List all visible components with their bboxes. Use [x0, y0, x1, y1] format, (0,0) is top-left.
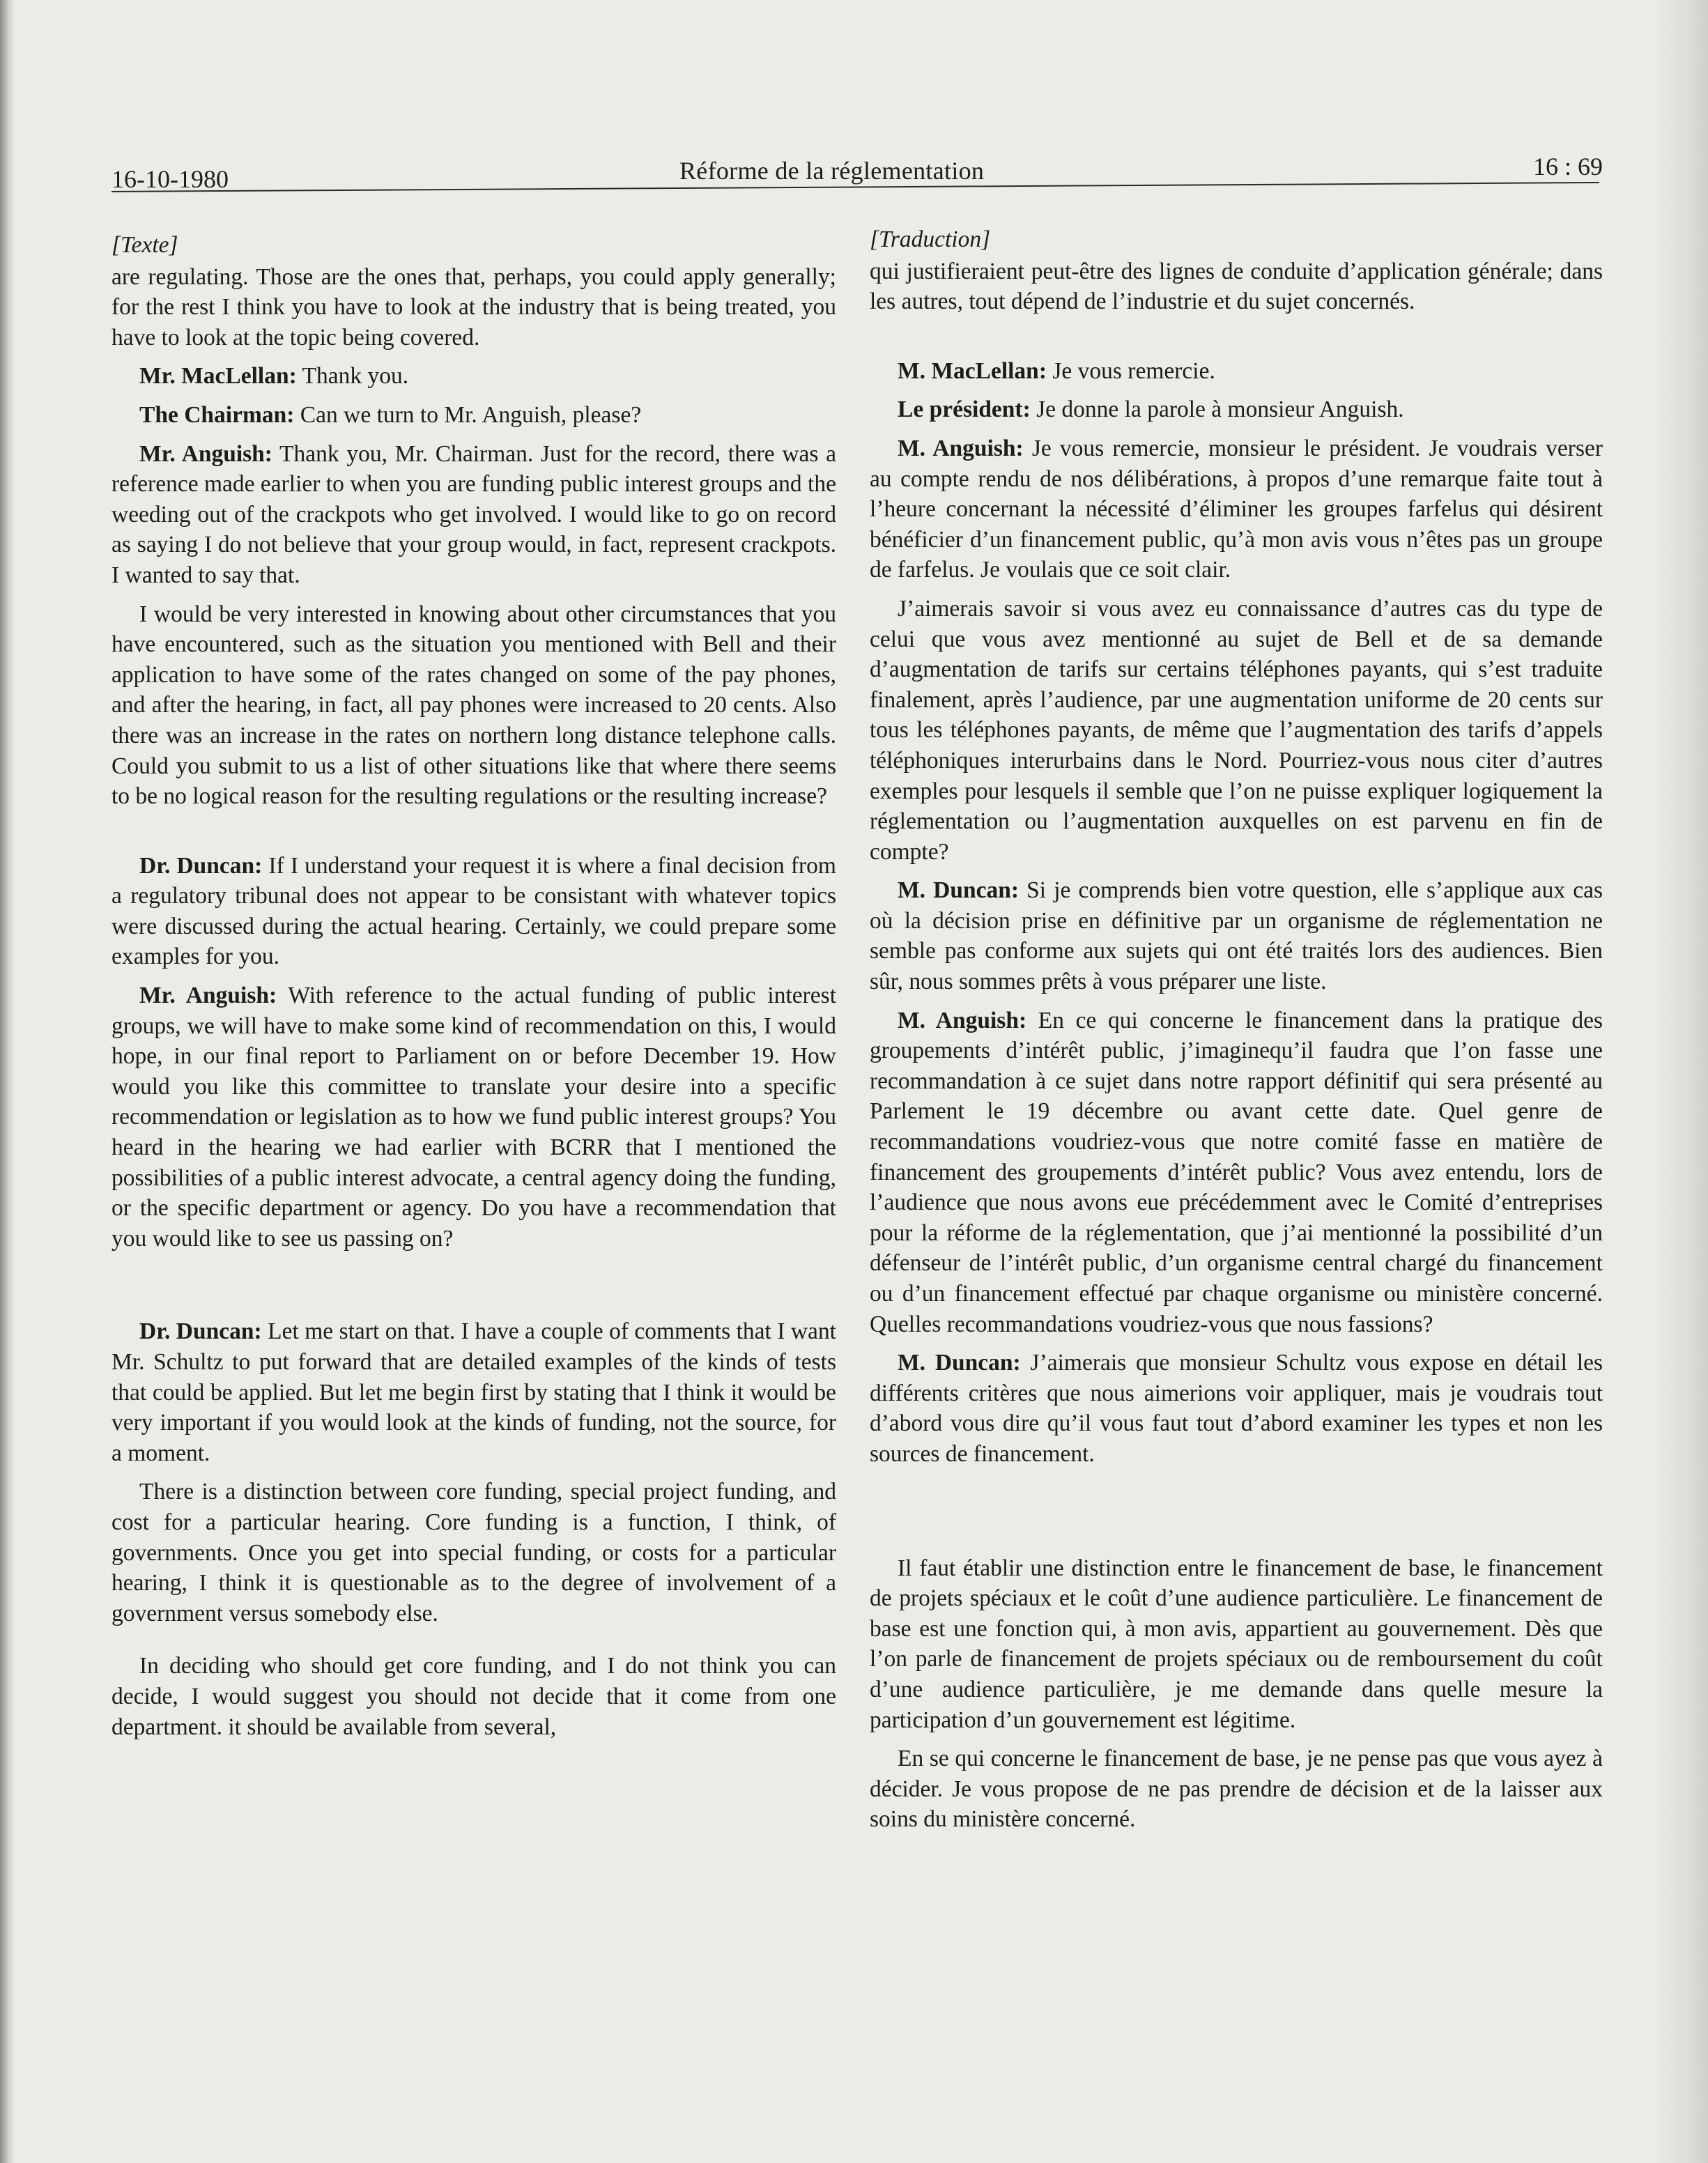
speech-paragraph	[111, 851, 836, 972]
speech-text: En ce qui concerne le financement dans la pratique des groupements d’intérêt public, j’imaginequ’il faudra que l’on fasse une recommandation à ce sujet dans notre rapport définitif qui sera présenté au Parlement le 19 décembre ou avant cette date. Quel genre de recommandations voudriez-vous que notre comité fasse en matière de financement des groupements d’intérêt public? Vous avez entendu, lors de l’audience que nous avons eue précédemment avec le Comité d’entreprises pour la réforme de la réglementation, que j’ai mentionné la possibilité d’un défenseur de l’intérêt public, d’un organisme central chargé du financement ou d’un financement effectué par chaque organisme ou ministère concerné. Quelles recommandations voudriez-vous que nous fassions?	[870, 1007, 1603, 1337]
speech-text: J’aimerais que monsieur Schultz vous expose en détail les différents critères que nous aimerions voir appliquer, mais je voudrais tout d’abord vous dire qu’il vous faut tout d’abord examiner les types et non les sources de financement.	[870, 1350, 1603, 1467]
column-tag-texte: [Texte]	[111, 232, 178, 258]
speech-text: If I understand your request it is where a final decision from a regulatory tribunal does not appear to be consistant with whatever topics were discussed during the actual hearing. Certainly, we could prepare some examples for you.	[111, 852, 836, 970]
speaker-name: M. MacLellan:	[898, 357, 1047, 384]
speech-text: Je donne la parole à monsieur Anguish.	[1030, 397, 1404, 423]
page-left-edge-shadow	[0, 0, 15, 2163]
speaker-name: M. Anguish:	[898, 435, 1024, 461]
speech-text: Can we turn to Mr. Anguish, please?	[294, 401, 642, 428]
speaker-name: Mr. MacLellan:	[139, 363, 297, 390]
speech-paragraph	[111, 439, 836, 591]
paragraph: J’aimerais savoir si vous avez eu connaissance d’autres cas du type de celui que vous avez mentionné au sujet de Bell et de sa demande d’augmentation de tarifs sur certains téléphones payants, qui s’est traduite finalement, après l’audience, par une augmentation uniforme de 20 cents sur tous les téléphones payants, de même que l’augmentation des tarifs d’appels téléphoniques interurbains dans le Nord. Pourriez-vous nous citer d’autres exemples pour lesquels il semble que l’on ne puisse expliquer logiquement la réglementation ou l’augmentation auxquelles on est parvenu en fin de compte?	[870, 595, 1603, 865]
speaker-name: Mr. Anguish:	[139, 983, 277, 1009]
paragraph: In deciding who should get core funding, and I do not think you can decide, I would suggest you should not decide that it come from one department. it should be available from several,	[111, 1653, 836, 1740]
speaker-name: Dr. Duncan:	[139, 1318, 262, 1345]
speech-paragraph	[870, 1348, 1603, 1469]
speaker-name: Le président:	[898, 397, 1031, 423]
speaker-name: M. Duncan:	[898, 877, 1019, 904]
speech-text: With reference to the actual funding of public interest groups, we will have to make some kind of recommendation on this, I would hope, in our final report to Parliament on or before December 19. How would you like this committee to translate your desire into a specific recommendation or legislation as to how we fund public interest groups? You heard in the hearing we had earlier with BCRR that I mentioned the possibilities of a public interest advocate, a central agency doing the funding, or the specific department or agency. Do you have a recommendation that you would like to see us passing on?	[111, 983, 836, 1252]
speech-paragraph	[870, 1006, 1603, 1340]
speech-text: Je vous remercie.	[1046, 357, 1215, 384]
speech-paragraph	[870, 433, 1603, 585]
speech-text: Thank you, Mr. Chairman. Just for the record, there was a reference made earlier to when you are funding public interest groups and the weeding out of the crackpots who get involved. I would like to go on record as saying I do not believe that your group would, in fact, represent crackpots. I wanted to say that.	[111, 440, 836, 588]
paragraph: En se qui concerne le financement de base, je ne pense pas que vous ayez à décider. Je vous propose de ne pas prendre de décision et de la laisser aux soins du ministère concerné.	[870, 1746, 1603, 1833]
paragraph: Il faut établir une distinction entre le financement de base, le financement de projets spéciaux et le coût d’une audience particulière. Le financement de base est une fonction qui, à mon avis, appartient au gouvernement. Dès que l’on parle de financement de projets spéciaux ou de remboursement du coût d’une audience particulière, je me demande dans quelle mesure la participation d’un gouvernement est légitime.	[870, 1555, 1603, 1733]
english-column	[111, 230, 836, 1742]
speech-paragraph	[111, 400, 836, 431]
speech-paragraph	[111, 1316, 836, 1468]
speech-paragraph	[870, 875, 1603, 996]
speech-text: Thank you.	[296, 363, 409, 390]
french-column	[870, 224, 1603, 1835]
paragraph: qui justifieraient peut-être des lignes de conduite d’application générale; dans les autres, tout dépend de l’industrie et du sujet concernés.	[870, 258, 1603, 315]
paragraph: I would be very interested in knowing about other circumstances that you have encountered, such as the situation you mentioned with Bell and their application to have some of the rates changed on some of the pay phones, and after the hearing, in fact, all pay phones were increased to 20 cents. Also there was an increase in the rates on northern long distance telephone calls. Could you submit to us a list of other situations like that where there seems to be no logical reason for the resulting regulations or the resulting increase?	[111, 601, 836, 810]
speech-paragraph	[870, 394, 1603, 425]
speaker-name: M. Duncan:	[898, 1350, 1021, 1376]
speech-text: Let me start on that. I have a couple of comments that I want Mr. Schultz to put forward that are detailed examples of the kinds of tests that could be applied. But let me begin first by stating that I think it would be very important if you would look at the kinds of funding, not the source, for a moment.	[111, 1318, 836, 1466]
header-title: Réforme de la réglementation	[679, 157, 985, 185]
speech-paragraph	[870, 356, 1603, 387]
speaker-name: M. Anguish:	[898, 1007, 1027, 1033]
paragraph: are regulating. Those are the ones that, perhaps, you could apply generally; for the rest I think you have to look at the industry that is being treated, you have to look at the topic being covered.	[111, 263, 836, 351]
page-right-edge-shadow	[1652, 0, 1708, 2163]
header-date: 16-10-1980	[111, 165, 229, 193]
paragraph: There is a distinction between core funding, special project funding, and cost for a particular hearing. Core funding is a function, I think, of governments. Once you get into special funding, or costs for a particular hearing, I think it is questionable as to the degree of involvement of a government versus somebody else.	[111, 1479, 836, 1626]
speech-text: Si je comprends bien votre question, elle s’applique aux cas où la décision prise en définitive par un organisme de réglementation ne semble pas conforme aux sujets qui ont été traités lors des audiences. Bien sûr, nous sommes prêts à vous préparer une liste.	[870, 877, 1603, 995]
speaker-name: Mr. Anguish:	[139, 440, 272, 467]
speaker-name: Dr. Duncan:	[139, 852, 263, 879]
header-page-number: 16 : 69	[1532, 153, 1603, 180]
column-tag-traduction: [Traduction]	[870, 226, 991, 252]
speech-text: Je vous remercie, monsieur le président. Je voudrais verser au compte rendu de nos délibérations, à propos d’une remarque faite tout à l’heure concernant la nécessité d’éliminer les groupes farfelus qui désirent bénéficier d’un financement public, qu’à mon avis vous n’êtes pas un groupe de farfelus. Je voulais que ce soit clair.	[870, 435, 1603, 583]
speech-paragraph	[111, 361, 836, 392]
speaker-name: The Chairman:	[139, 401, 295, 428]
speech-paragraph	[111, 980, 836, 1254]
